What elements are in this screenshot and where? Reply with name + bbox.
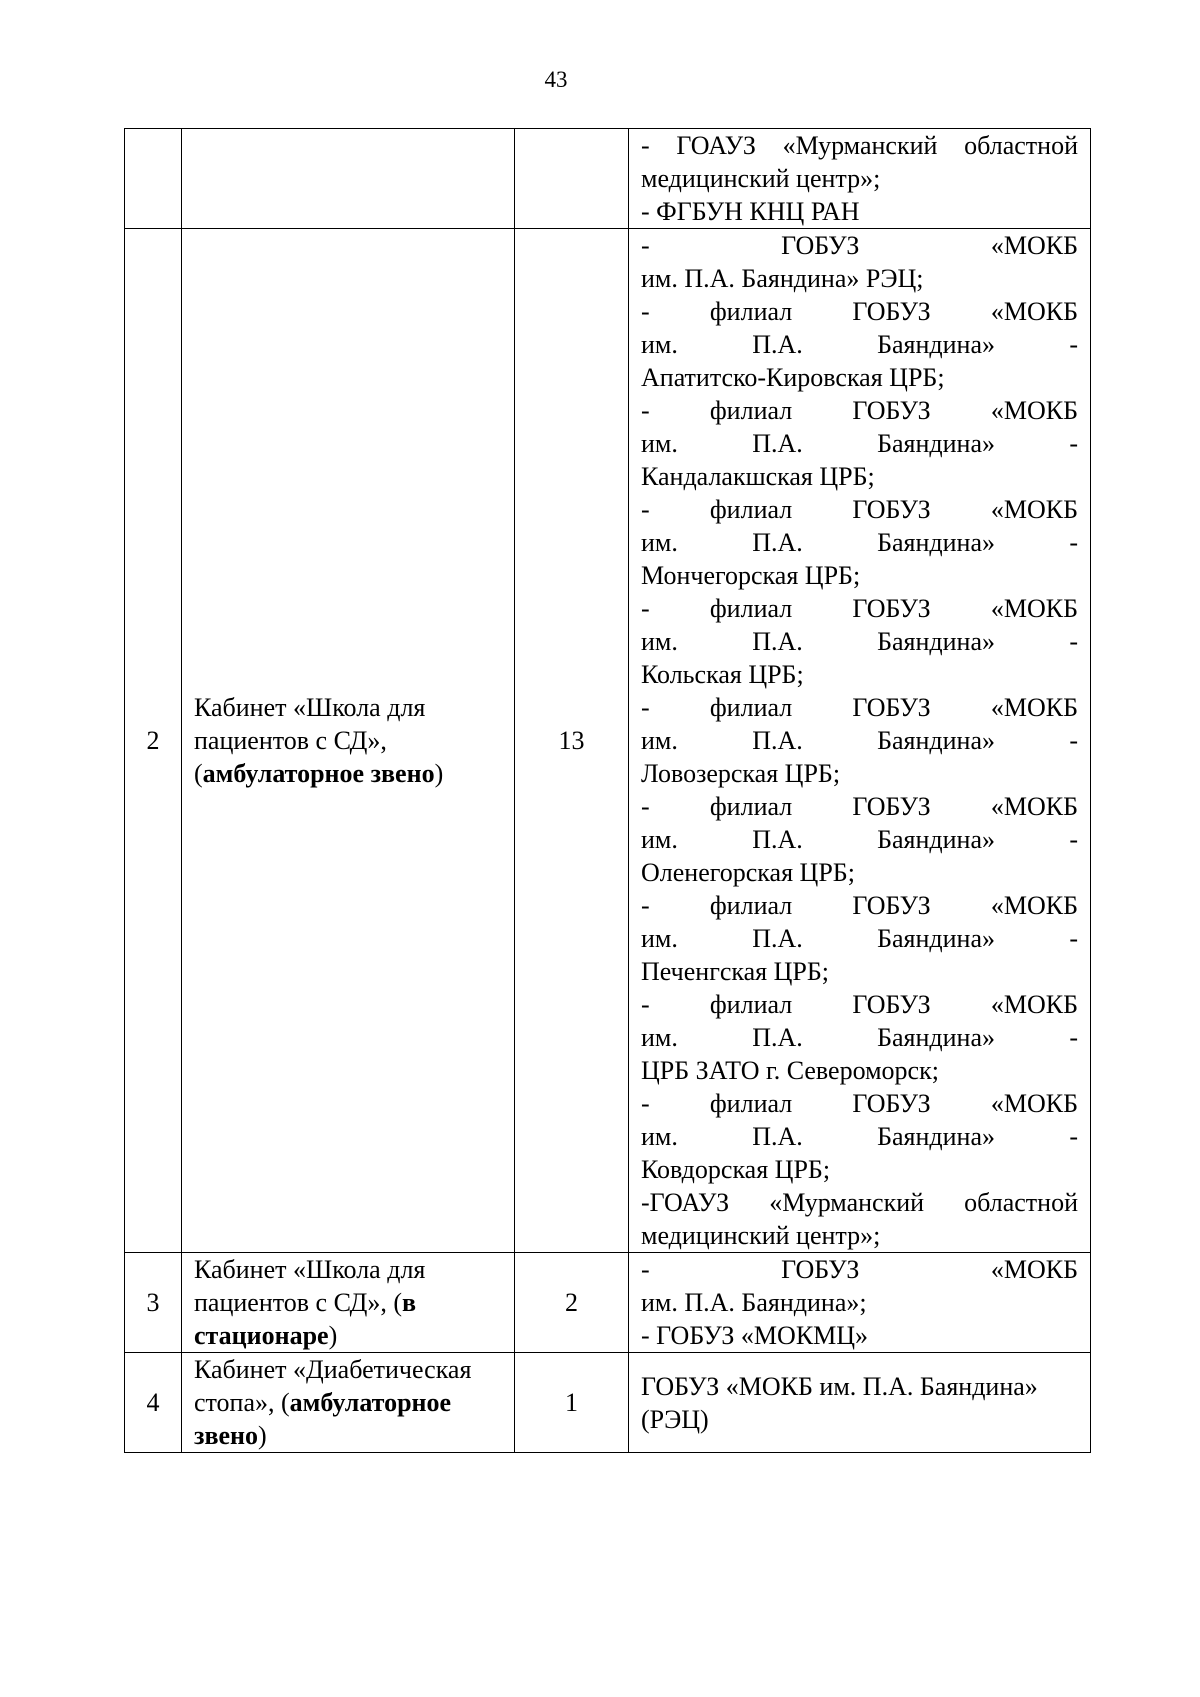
- cabinet-name: [182, 129, 515, 229]
- row-number: 4: [125, 1353, 182, 1453]
- row-number: 2: [125, 229, 182, 1253]
- org-line: им. П.А. Баяндина» -: [641, 1122, 1078, 1151]
- org-line: - филиал ГОБУЗ «МОКБ: [641, 1089, 1078, 1118]
- cabinet-count: [515, 129, 629, 229]
- org-line: Ковдорская ЦРБ;: [641, 1155, 831, 1184]
- page-number: 43: [544, 67, 568, 92]
- cabinet-name-text: Кабинет «Школа для: [194, 1255, 426, 1284]
- cabinet-count: 1: [515, 1353, 629, 1453]
- org-line: Кольская ЦРБ;: [641, 660, 804, 689]
- org-line: им. П.А. Баяндина» -: [641, 726, 1078, 755]
- org-line: - филиал ГОБУЗ «МОКБ: [641, 594, 1078, 623]
- row-number: 3: [125, 1253, 182, 1353]
- org-line: - ГОБУЗ «МОКБ: [641, 1255, 1078, 1284]
- org-line: - филиал ГОБУЗ «МОКБ: [641, 297, 1078, 326]
- cabinet-name: [182, 1353, 515, 1453]
- cabinet-count: 2: [515, 1253, 629, 1353]
- org-line: -ГОАУЗ «Мурманский областной: [641, 1188, 1078, 1217]
- org-line: - филиал ГОБУЗ «МОКБ: [641, 693, 1078, 722]
- org-line: Ловозерская ЦРБ;: [641, 759, 841, 788]
- table-body: [125, 129, 1091, 1453]
- org-line: им. П.А. Баяндина» -: [641, 429, 1078, 458]
- org-line: - филиал ГОБУЗ «МОКБ: [641, 990, 1078, 1019]
- org-line: медицинский центр»;: [641, 1221, 881, 1250]
- institutions-table: [124, 128, 1091, 1453]
- org-line: Мончегорская ЦРБ;: [641, 561, 861, 590]
- cabinet-name-text: (: [194, 759, 203, 788]
- row-number: [125, 129, 182, 229]
- org-line: им. П.А. Баяндина»;: [641, 1288, 867, 1317]
- table-row: [125, 1253, 1091, 1353]
- org-line: - филиал ГОБУЗ «МОКБ: [641, 396, 1078, 425]
- organizations-list: [629, 1253, 1091, 1353]
- org-line: - ГОБУЗ «МОКБ: [641, 231, 1078, 260]
- table-row: [125, 229, 1091, 1253]
- table-row: [125, 1353, 1091, 1453]
- org-line: ЦРБ ЗАТО г. Североморск;: [641, 1056, 939, 1085]
- org-line: им. П.А. Баяндина» -: [641, 627, 1078, 656]
- org-line: им. П.А. Баяндина» -: [641, 924, 1078, 953]
- cabinet-type-bold: в стационаре: [194, 1288, 417, 1350]
- cabinet-name-text: Кабинет «Диабетическая: [194, 1355, 472, 1384]
- org-line: медицинский центр»;: [641, 164, 881, 193]
- org-line: - филиал ГОБУЗ «МОКБ: [641, 792, 1078, 821]
- org-line: - ФГБУН КНЦ РАН: [641, 197, 860, 226]
- cabinet-type-bold: амбулаторное звено: [202, 759, 435, 788]
- cabinet-name: [182, 229, 515, 1253]
- cabinet-name-text: ): [328, 1321, 338, 1350]
- cabinet-name-text: пациентов с СД», (: [194, 1288, 403, 1317]
- cabinet-name-text: Кабинет «Школа для: [194, 693, 426, 722]
- cabinet-name-text: стопа», (: [194, 1388, 290, 1417]
- org-line: им. П.А. Баяндина» -: [641, 825, 1078, 854]
- org-line: им. П.А. Баяндина» РЭЦ;: [641, 264, 924, 293]
- org-line: Печенгская ЦРБ;: [641, 957, 830, 986]
- org-line: ГОБУЗ «МОКБ им. П.А. Баяндина»: [641, 1371, 1038, 1401]
- org-line: им. П.А. Баяндина» -: [641, 1023, 1078, 1052]
- org-line: им. П.А. Баяндина» -: [641, 330, 1078, 359]
- cabinet-name: [182, 1253, 515, 1353]
- org-line: - ГОБУЗ «МОКМЦ»: [641, 1321, 869, 1350]
- org-line: - ГОАУЗ «Мурманский областной: [641, 131, 1078, 160]
- cabinet-type-bold: амбулаторное звено: [194, 1388, 452, 1450]
- cabinet-name-text: пациентов с СД»,: [194, 726, 387, 755]
- cabinet-name-text: ): [434, 759, 444, 788]
- cabinet-name-text: ): [258, 1421, 267, 1450]
- org-line: им. П.А. Баяндина» -: [641, 528, 1078, 557]
- org-line: Кандалакшская ЦРБ;: [641, 462, 875, 491]
- organizations-list: [629, 129, 1091, 229]
- organizations-list: [629, 229, 1091, 1253]
- org-line: (РЭЦ): [641, 1404, 709, 1434]
- organizations-list: [629, 1353, 1091, 1453]
- org-line: - филиал ГОБУЗ «МОКБ: [641, 891, 1078, 920]
- cabinet-count: 13: [515, 229, 629, 1253]
- table-row: [125, 129, 1091, 229]
- org-line: Оленегорская ЦРБ;: [641, 858, 855, 887]
- org-line: Апатитско-Кировская ЦРБ;: [641, 363, 945, 392]
- org-line: - филиал ГОБУЗ «МОКБ: [641, 495, 1078, 524]
